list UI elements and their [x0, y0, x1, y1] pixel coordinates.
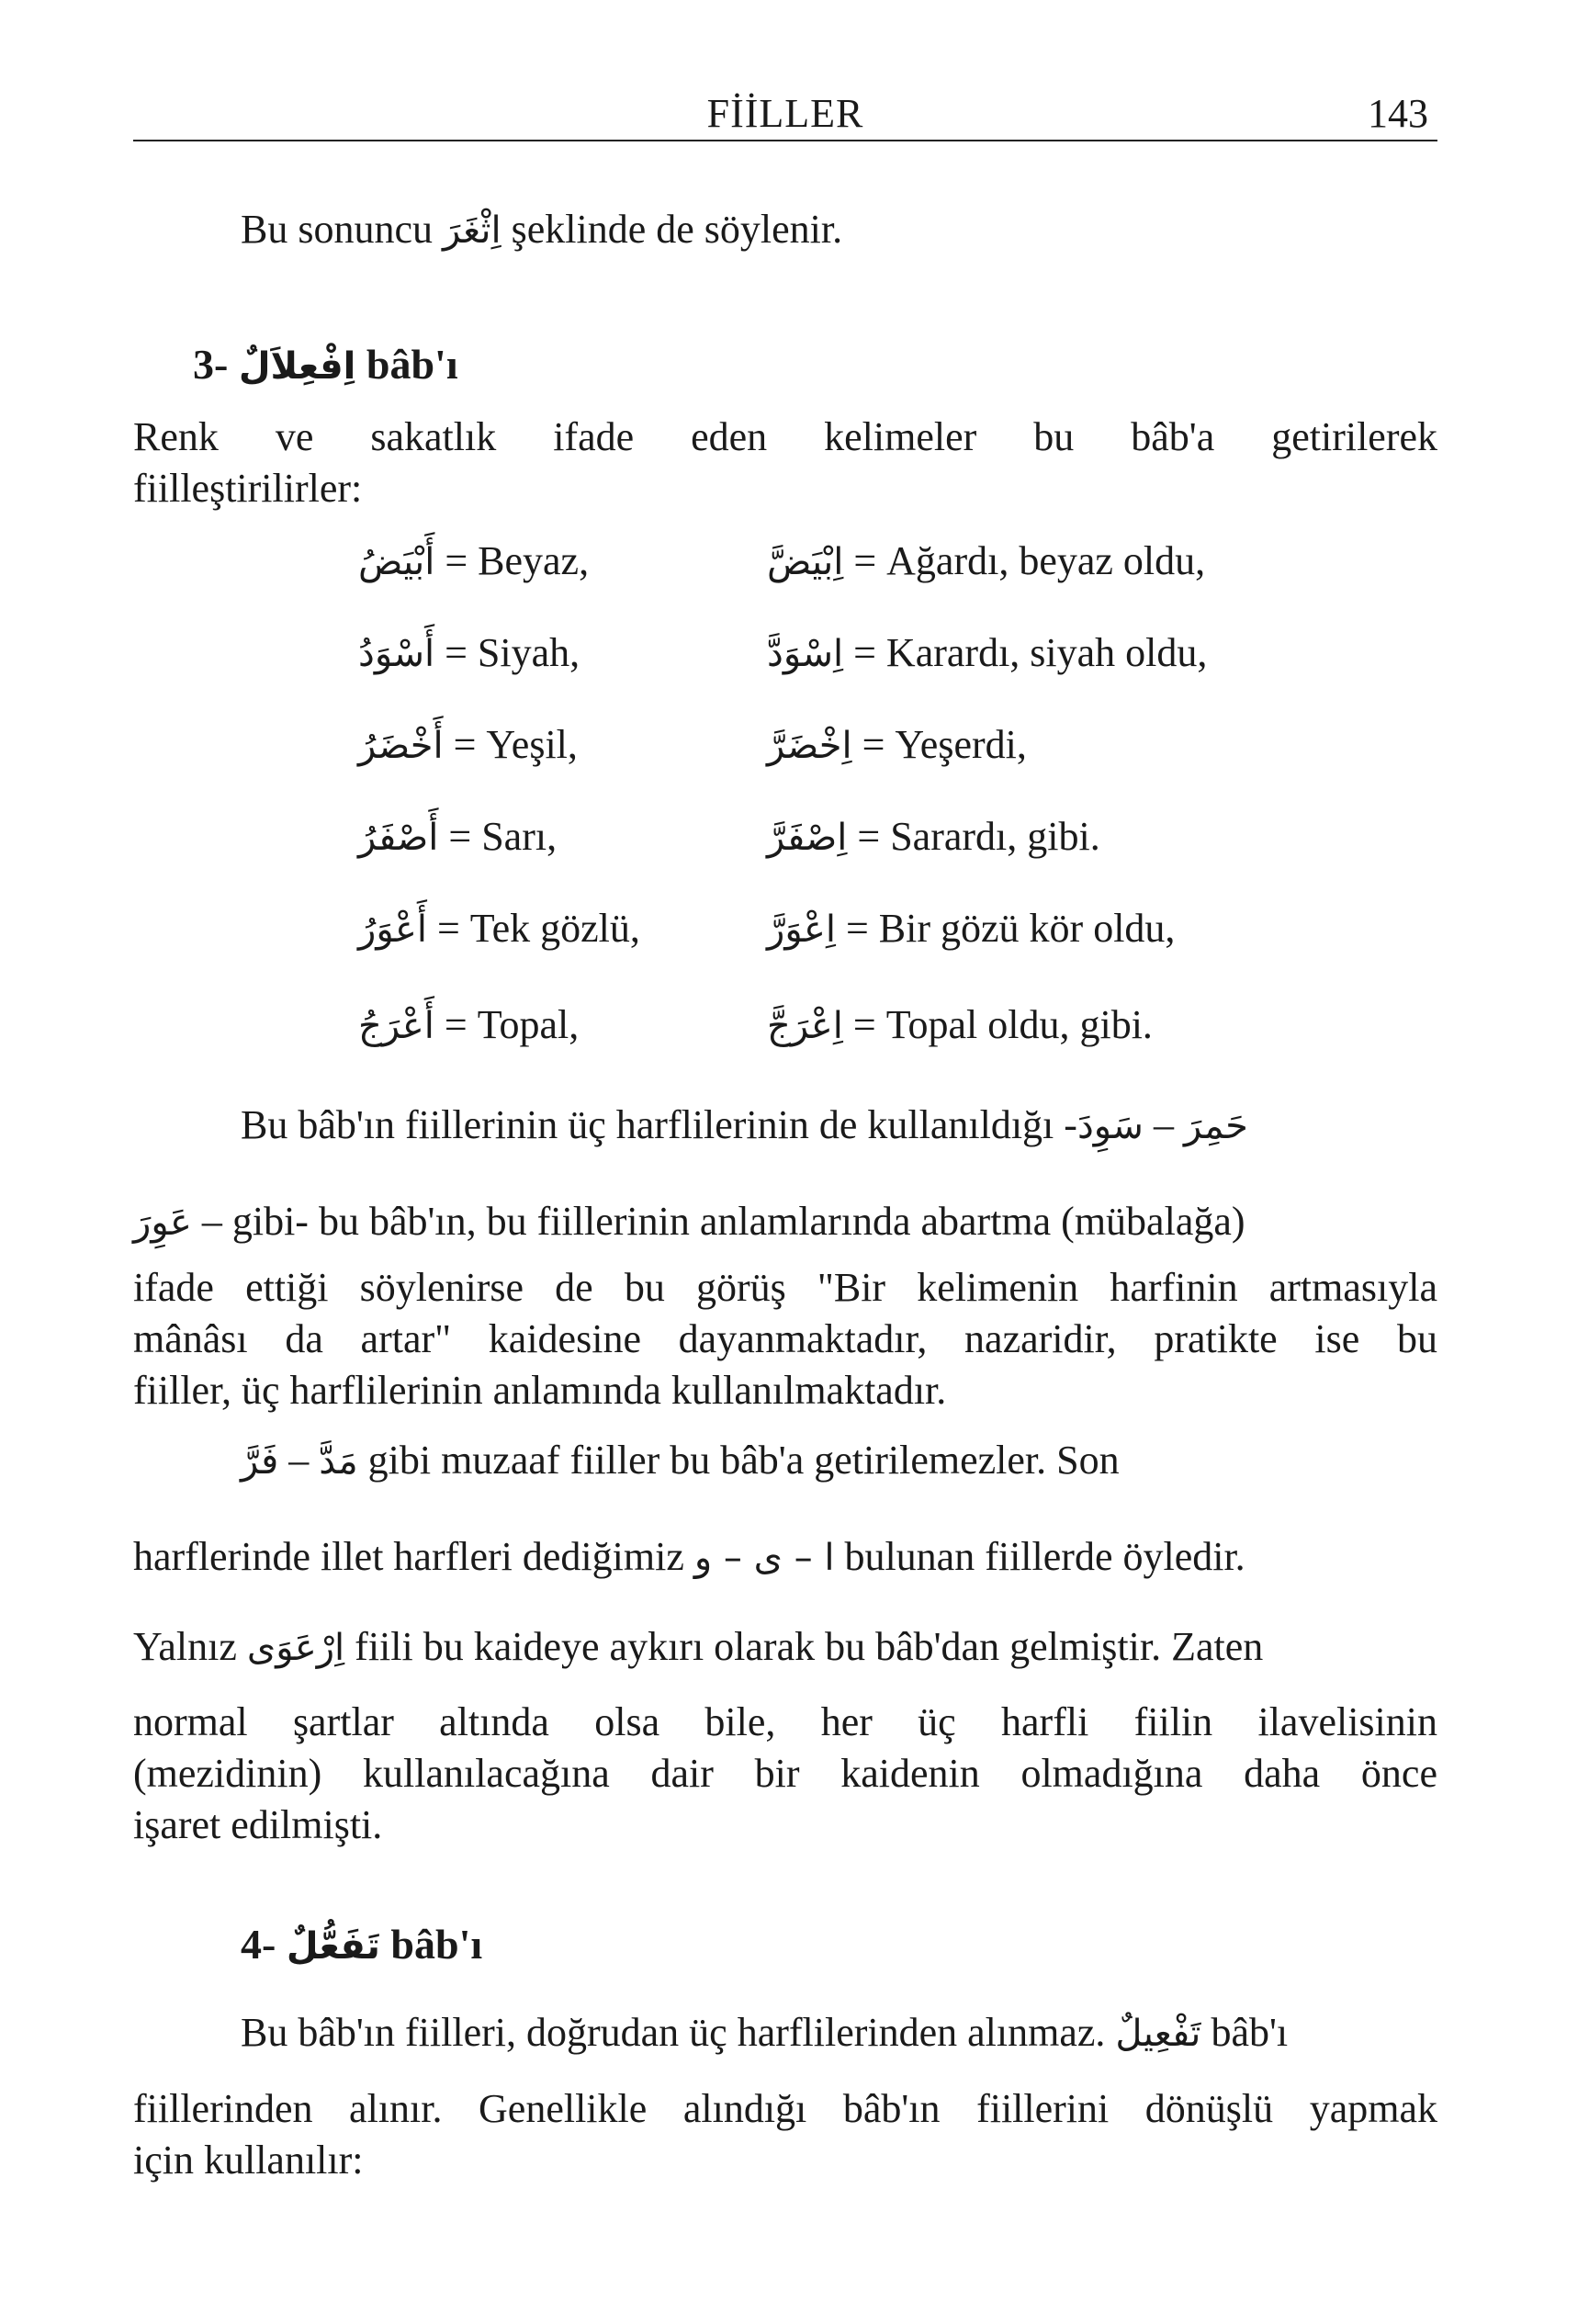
section4-heading	[241, 1920, 482, 1969]
pair-right: اِعْوَرَّ = Bir gözü kör oldu,	[767, 906, 1176, 951]
para2-line4: normal şartlar altında olsa bile, her üç harfli fiilin ilavelisinin	[133, 1699, 1437, 1744]
chapter-title: FİİLLER	[706, 91, 864, 136]
pair-right: اِصْفَرَّ = Sarardı, gibi.	[767, 814, 1100, 859]
pair-left: أَعْرَجُ = Topal,	[358, 1002, 580, 1047]
para1-line1: Bu bâb'ın fiillerinin üç harflilerinin de kullanıldığı - حَمِرَ – سَوِدَ	[241, 1102, 1248, 1147]
pair-left: أَعْوَرُ = Tek gözlü,	[358, 906, 640, 951]
para2-line1: مَدَّ – فَرَّ gibi muzaaf fiiller bu bâb'a getirilemezler. Son	[241, 1438, 1120, 1483]
section4-line1: Bu bâb'ın fiilleri, doğrudan üç harflilerinden alınmaz. تَفْعِيلٌ bâb'ı	[241, 2010, 1289, 2055]
pair-left: أَسْوَدُ = Siyah,	[358, 630, 580, 675]
section3-label: bâb'ı	[366, 341, 458, 388]
section4-line3: için kullanılır:	[133, 2138, 364, 2183]
section4-label: bâb'ı	[390, 1921, 483, 1968]
pair-right: اِسْوَدَّ = Karardı, siyah oldu,	[767, 630, 1208, 675]
section3-heading	[193, 340, 458, 389]
para1-line5: fiiller, üç harflilerinin anlamında kullanılmaktadır.	[133, 1368, 947, 1413]
intro-line	[241, 204, 842, 256]
para1-line3: ifade ettiği söylenirse de bu görüş "Bir kelimenin harfinin artmasıyla	[133, 1265, 1437, 1310]
running-header	[133, 83, 1437, 141]
para2-line2: harflerinde illet harfleri dediğimiz ا – ى – و bulunan fiillerde öyledir.	[133, 1534, 1245, 1579]
page-number: 143	[1368, 91, 1428, 136]
pair-left: أَصْفَرُ = Sarı,	[358, 814, 558, 859]
section3-intro-line2: fiilleştirilirler:	[133, 466, 363, 511]
para1-line4: mânâsı da artar" kaidesine dayanmaktadır, nazaridir, pratikte ise bu	[133, 1316, 1437, 1361]
section3-number: 3-	[193, 341, 229, 388]
pair-right: اِعْرَجَّ = Topal oldu, gibi.	[767, 1002, 1153, 1047]
pair-left: أَبْيَضُ = Beyaz,	[358, 538, 590, 583]
section3-arabic: اِفْعِلاَلٌ	[238, 345, 356, 388]
pair-left: أَخْضَرُ = Yeşil,	[358, 722, 578, 767]
para2-line5: (mezidinin) kullanılacağına dair bir kaidenin olmadığına daha önce	[133, 1751, 1437, 1796]
pair-right: اِخْضَرَّ = Yeşerdi,	[767, 722, 1027, 767]
intro-arabic: اِثْغَرَ	[443, 209, 501, 252]
para2-line6: işaret edilmişti.	[133, 1802, 383, 1847]
section4-arabic: تَفَعُّلٌ	[286, 1925, 380, 1968]
intro-before: Bu sonuncu	[241, 207, 433, 252]
section3-intro-line1: Renk ve sakatlık ifade eden kelimeler bu bâb'a getirilerek	[133, 414, 1437, 459]
para2-line3: Yalnız اِرْعَوَى fiili bu kaideye aykırı olarak bu bâb'dan gelmiştir. Zaten	[133, 1624, 1264, 1669]
pair-right: اِبْيَضَّ = Ağardı, beyaz oldu,	[767, 538, 1206, 583]
intro-after: şeklinde de söylenir.	[511, 207, 843, 252]
para1-line2: عَوِرَ – gibi- bu bâb'ın, bu fiillerinin anlamlarında abartma (mübalağa)	[133, 1199, 1245, 1244]
section4-number: 4-	[241, 1921, 276, 1968]
section4-line2: fiillerinden alınır. Genellikle alındığı bâb'ın fiillerini dönüşlü yapmak	[133, 2086, 1437, 2131]
